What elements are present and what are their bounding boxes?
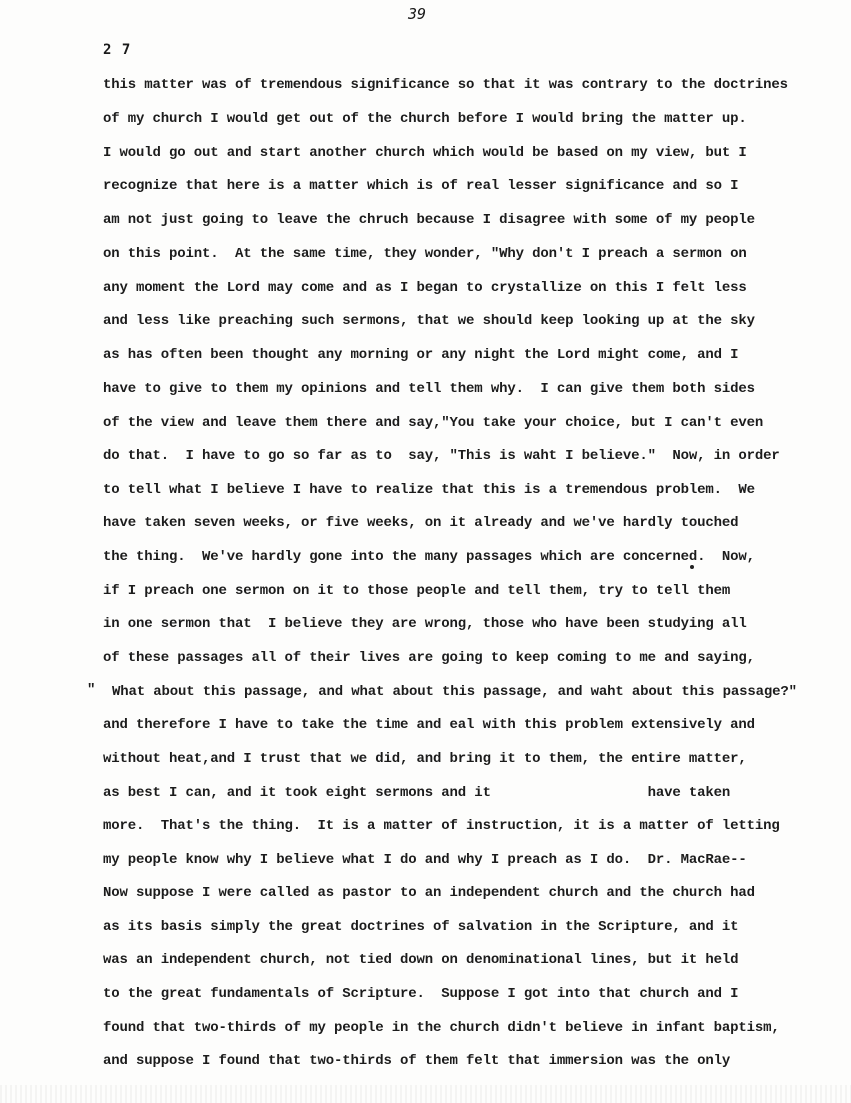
left-margin-quote: " [87,682,96,698]
text-line: and less like preaching such sermons, that we should keep looking up at the sky [103,313,755,329]
text-line: I would go out and start another church which would be based on my view, but I [103,145,747,161]
text-line: of my church I would get out of the church before I would bring the matter up. [103,111,747,127]
text-line: and therefore I have to take the time and eal with this problem extensively and [103,717,755,733]
text-line: the thing. We've hardly gone into the many passages which are concerned. Now, [103,549,755,565]
text-line: on this point. At the same time, they wonder, "Why don't I preach a sermon on [103,246,747,262]
text-line: of the view and leave them there and say,"You take your choice, but I can't even [103,415,764,431]
text-line: as has often been thought any morning or any night the Lord might come, and I [103,347,739,363]
text-line: to tell what I believe I have to realize that this is a tremendous problem. We [103,482,755,498]
text-line: am not just going to leave the chruch because I disagree with some of my people [103,212,755,228]
text-line: my people know why I believe what I do and why I preach as I do. Dr. MacRae-- [103,852,747,868]
text-line: and suppose I found that two-thirds of them felt that immersion was the only [103,1053,731,1069]
text-line: more. That's the thing. It is a matter of instruction, it is a matter of letting [103,818,780,834]
page-number: 39 [408,5,427,23]
text-line: was an independent church, not tied down on denominational lines, but it held [103,952,739,968]
text-line: in one sermon that I believe they are wrong, those who have been studying all [103,616,747,632]
text-line: as its basis simply the great doctrines of salvation in the Scripture, and it [103,919,739,935]
text-line: if I preach one sermon on it to those people and tell them, try to tell them [103,583,731,599]
text-line: of these passages all of their lives are going to keep coming to me and saying, [103,650,755,666]
text-line: found that two-thirds of my people in the church didn't believe in infant baptism, [103,1020,780,1036]
scan-grain [0,1085,851,1103]
text-line: as best I can, and it took eight sermons and it have taken [103,785,731,801]
text-line: Now suppose I were called as pastor to an independent church and the church had [103,885,755,901]
text-line: What about this passage, and what about this passage, and waht about this passage?" [112,684,797,700]
text-line: to the great fundamentals of Scripture. Suppose I got into that church and I [103,986,739,1002]
text-line: any moment the Lord may come and as I began to crystallize on this I felt less [103,280,747,296]
text-line: without heat,and I trust that we did, and bring it to them, the entire matter, [103,751,747,767]
text-line: have taken seven weeks, or five weeks, on it already and we've hardly touched [103,515,739,531]
stray-ink-dot [690,565,694,569]
text-line: recognize that here is a matter which is of real lesser significance and so I [103,178,739,194]
margin-reference: 2 7 [103,42,132,58]
text-line: this matter was of tremendous significance so that it was contrary to the doctrines [103,77,788,93]
text-line: have to give to them my opinions and tell them why. I can give them both sides [103,381,755,397]
text-line: do that. I have to go so far as to say, "This is waht I believe." Now, in order [103,448,780,464]
